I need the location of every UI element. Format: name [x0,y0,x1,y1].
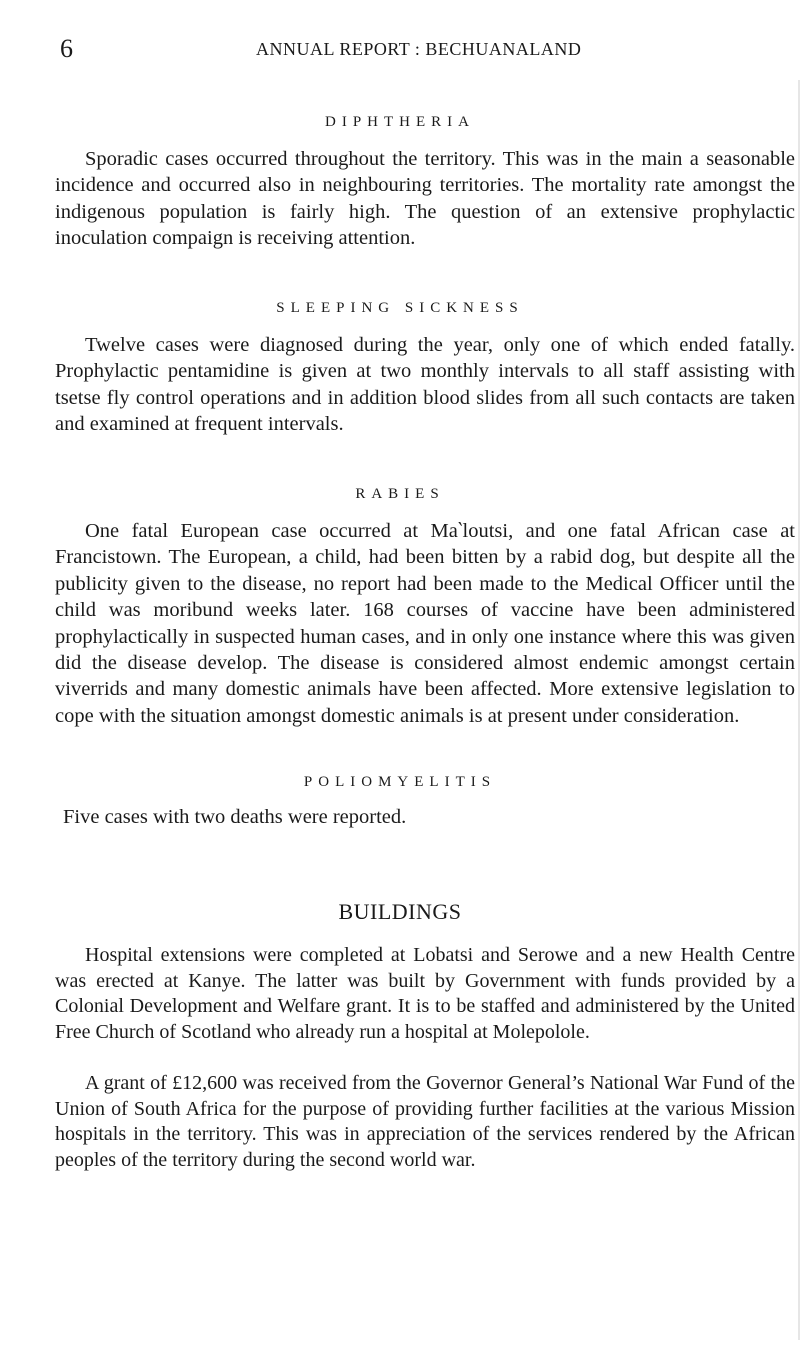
heading-diphtheria: DIPHTHERIA [325,114,475,130]
paragraph-buildings-2: A grant of £12,600 was received from the Governor General’s National War Fund of the Union of South Africa for the purpose of providing further facilities at the various Mission hospitals in the territory. This was in appreciation of the services rendered by the African peoples of the territory during the second world war. [55,1072,795,1171]
page-number: 6 [60,34,73,63]
heading-buildings: BUILDINGS [338,899,462,924]
running-header [60,34,740,64]
paragraph-poliomyelitis: Five cases with two deaths were reported. [63,806,407,828]
heading-poliomyelitis: POLIOMYELITIS [303,774,497,790]
heading-sleeping-sickness: SLEEPING SICKNESS [276,300,524,316]
paragraph-buildings-1: Hospital extensions were completed at Lobatsi and Serowe and a new Health Centre was erected at Kanye. The latter was built by Government with funds provided by a Colonial Development and Welfare grant. It is to be staffed and administered by the United Free Church of Scotland who already run a hospital at Molepolole. [55,944,795,1043]
paragraph-rabies: One fatal European case occurred at Ma‵loutsi, and one fatal African case at Francistown. The European, a child, had been bitten by a rabid dog, but despite all the publicity given to the disease, no report had been made to the Medical Officer until the child was moribund weeks later. 168 courses of vaccine have been administered prophylactically in suspected human cases, and in only one instance where this was given did the disease develop. The disease is considered almost endemic amongst certain viverrids and many domestic animals have been affected. More extensive legislation to cope with the situation amongst domestic animals is at present under consideration. [55,520,795,727]
heading-rabies: RABIES [355,486,445,502]
running-title: ANNUAL REPORT : BECHUANALAND [256,39,582,59]
paragraph-sleeping-sickness: Twelve cases were diagnosed during the year, only one of which ended fatally. Prophylactic pentamidine is given at two monthly intervals to all staff assisting with tsetse fly control operations and in addition blood slides from all such contacts are taken and examined at frequent intervals. [55,334,795,436]
paragraph-diphtheria: Sporadic cases occurred throughout the territory. This was in the main a seasonable incidence and occurred also in neighbouring territories. The mortality rate amongst the indigenous population is fairly high. The question of an extensive prophylactic inoculation compaign is receiving attention. [55,148,795,250]
